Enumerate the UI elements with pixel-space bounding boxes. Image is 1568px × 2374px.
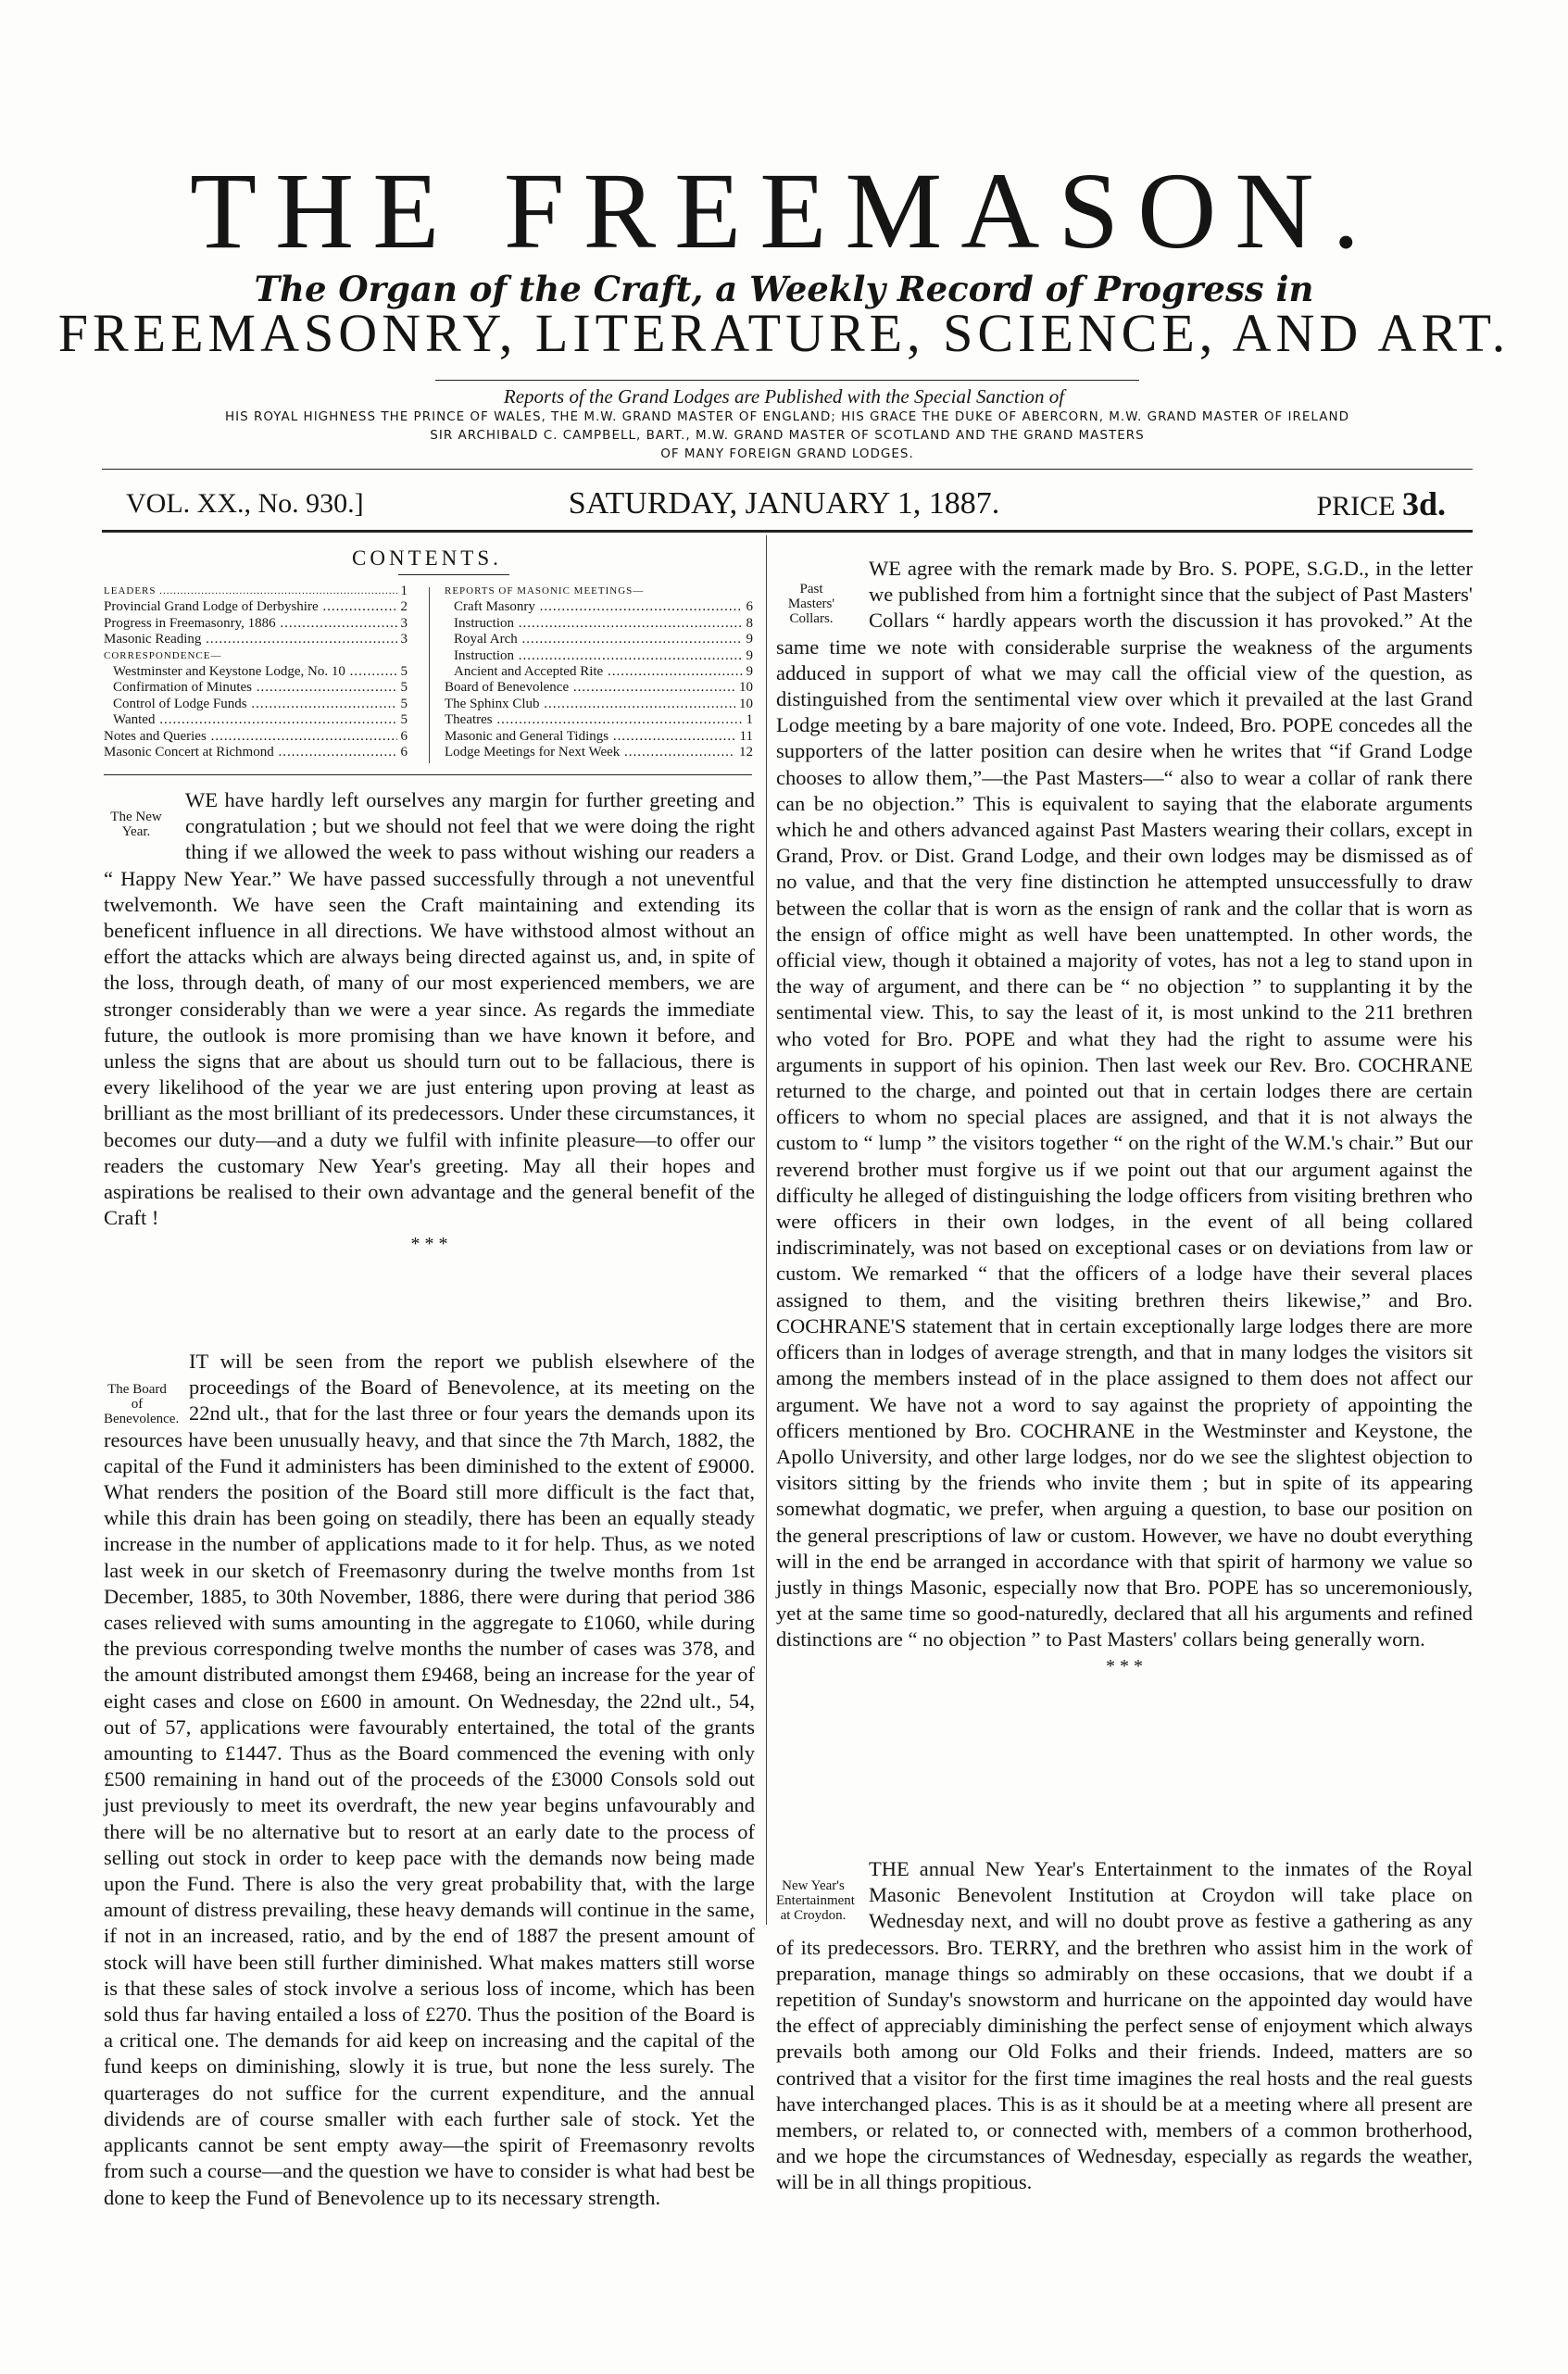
asterism: * * * <box>1106 1655 1143 1677</box>
toc-item[interactable]: Westminster and Keystone Lodge, No. 10 ..... 5 <box>104 664 408 680</box>
masthead-rule <box>435 380 1139 381</box>
masthead-subtitle: The Organ of the Craft, a Weekly Record of Progress in <box>254 269 1314 309</box>
toc-item[interactable]: Notes and Queries ..... 6 <box>104 729 408 745</box>
toc-item[interactable]: Royal Arch ..... 9 <box>445 632 753 647</box>
toc-section-heading: REPORTS OF MASONIC MEETINGS— <box>445 585 645 597</box>
toc-item[interactable]: Masonic Reading ..... 3 <box>104 632 408 647</box>
article-past-masters <box>776 556 1473 1677</box>
toc-item[interactable]: Provincial Grand Lodge of Derbyshire ..... 2 <box>104 599 408 615</box>
sidenote-board: The Board of Benevolence. <box>104 1382 180 1426</box>
volume-number: VOL. XX., No. 930.] <box>126 488 364 519</box>
toc-item[interactable]: Control of Lodge Funds ..... 5 <box>104 697 408 712</box>
toc-item[interactable]: Confirmation of Minutes ..... 5 <box>104 680 408 696</box>
price-value: 3d. <box>1401 485 1446 522</box>
masthead-title: THE FREEMASON. <box>189 150 1379 271</box>
toc-item[interactable]: LEADERS ..... 1 <box>104 584 408 599</box>
article-entertainment <box>776 1856 1473 2196</box>
header-rule-bottom <box>102 530 1473 533</box>
toc-item[interactable]: Theatres ..... 1 <box>445 712 753 728</box>
toc-item[interactable]: Masonic Concert at Richmond ..... 6 <box>104 745 408 760</box>
toc-item[interactable]: The Sphinx Club ..... 10 <box>445 697 753 712</box>
price <box>1316 485 1446 525</box>
toc-section-heading: CORRESPONDENCE— <box>104 649 222 661</box>
toc-item[interactable]: Instruction ..... 8 <box>445 616 753 632</box>
contents-right <box>445 584 753 760</box>
toc-item[interactable]: Instruction ..... 9 <box>445 648 753 664</box>
article-board <box>104 1349 755 2211</box>
contents-left <box>104 584 408 760</box>
toc-item[interactable]: Masonic and General Tidings ..... 11 <box>445 729 753 745</box>
asterism: * * * <box>410 1234 448 1255</box>
sanction-line: OF MANY FOREIGN GRAND LODGES. <box>660 446 914 461</box>
masthead-subtitle-caps: FREEMASONRY, LITERATURE, SCIENCE, AND ART. <box>57 303 1511 363</box>
sidenote-entertainment: New Year's Entertainment at Croydon. <box>776 1878 855 1923</box>
reports-line: Reports of the Grand Lodges are Published with the Special Sanction of <box>503 385 1065 408</box>
article-new-year <box>104 787 755 1255</box>
issue-date: SATURDAY, JANUARY 1, 1887. <box>568 486 1000 521</box>
toc-item[interactable]: Ancient and Accepted Rite ..... 9 <box>445 664 753 680</box>
article-text: WE agree with the remark made by Bro. S. POPE, S.G.D., in the letter we published from him a fortnight since that the subject of Past Masters' Collars “ hardly appears worth the discussion it has provoked.” At the same time we note with considerable surprise the weakness of the arguments adduced in support of what we may call the official view of the question, as distinguished from the sentimental view over which it prevailed at the last Grand Lodge meeting by a bare majority of one vote. Indeed, Bro. POPE concedes all the supporters of the latter position can desire when he writes that “if Grand Lodge chooses to allow them,”—the Past Masters—“ also to wear a collar of rank there can be no objection.” This is equivalent to saying that the elaborate arguments which he and others advanced against Past Masters wearing their collars, except in Grand, Prov. or Dist. Grand Lodge, and their own lodges may be dismissed as of no value, and that the very fine distinction he attempted unsuccessfully to draw between the collar that is worn as the ensign of rank and the collar that is worn as the ensign of office might as well have been unattempted. In other words, the official view, though it obtained a majority of votes, has not a leg to stand upon in the way of argument, and there can be “ no objection ” to supplanting it by the sentimental view. This, to say the least of it, is most unkind to the 211 brethren who voted for Bro. POPE and what they had the right to assume were his arguments in support of his opinion. Then last week our Rev. Bro. COCHRANE returned to the charge, and pointed out that in certain lodges there are certain officers to whom no special places are assigned, and that it is not always the custom to “ lump ” the visitors together “ on the right of the W.M.'s chair.” But our reverend brother must forgive us if we point out that our argument against the difficulty he alleged of distinguishing the lodge officers from visiting brethren who were officers in their own lodges, in the event of all being collared indiscriminately, was not based on exceptional cases or on deviations from law or custom. We remarked “ that the officers of a lodge have their several places assigned to them, and the visiting brethren theirs likewise,” and Bro. COCHRANE'S statement that in certain exceptionally large lodges there are more officers than in lodges of average strength, and that in many lodges the visitors sit among the members instead of in the place assigned to them does not affect our argument. We have not a word to say against the propriety of appointing the officers mentioned by Bro. COCHRANE in the Westminster and Keystone, the Apollo University, and other large lodges, nor do we see the slightest objection to visitors sitting by the friends who invite them ; but in spite of its appearing somewhat dogmatic, we prefer, when arguing a question, to base our position on the general prescriptions of law or custom. However, we have no doubt everything will in the end be arranged in accordance with that spirit of harmony we value so justly in things Masonic, especially now that Bro. POPE has so unceremoniously, yet at the same time so good-naturedly, declared that all his arguments and refined distinctions are “ no objection ” to Past Masters' collars being generally worn. <box>776 557 1473 1652</box>
price-label: PRICE <box>1316 491 1396 521</box>
article-text: THE annual New Year's Entertainment to the inmates of the Royal Masonic Benevolent Institution at Croydon will take place on Wednesday next, and will no doubt prove as festive a gathering as any of its predecessors. Bro. TERRY, and the brethren who assist him in the work of preparation, manage things so admirably on these occasions, that we doubt if a repetition of Sunday's snowstorm and hurricane on the appointed day would have the effect of appreciably diminishing the perfect sense of enjoyment which always prevails both among our Old Folks and their friends. Indeed, matters are so contrived that a visitor for the first time imagines the real hosts and the real guests have interchanged places. This is as it should be at a meeting where all present are members, or related to, or connected with, members of a common brotherhood, and we hope the circumstances of Wednesday, especially as regards the weather, will be in all things propitious. <box>776 1857 1473 2194</box>
contents-rule <box>398 574 509 575</box>
sidenote-past-masters: Past Masters' Collars. <box>787 582 835 626</box>
toc-item[interactable]: Board of Benevolence ..... 10 <box>445 680 753 696</box>
sanction-block <box>93 408 1482 463</box>
article-text: WE have hardly left ourselves any margin for further greeting and congratulation ; but we should not feel that we were doing the right thing if we allowed the week to pass without wishing our readers a “ Happy New Year.” We have passed successfully through a not uneventful twelvemonth. We have seen the Craft maintaining and extending its beneficent influence in all directions. We have withstood almost without an effort the attacks which are always being directed against us, and, in spite of the loss, through death, of many of our most experienced members, we are stronger considerably than we were a year since. As regards the immediate future, the outlook is more promising than we have known it before, and unless the signs that are about us should turn out to be fallacious, there is every likelihood of the year we are just entering upon proving at least as brilliant as the most brilliant of its predecessors. Under these circumstances, it becomes our duty—and a duty we fulfil with infinite pleasure—to offer our readers the customary New Year's greeting. May all their hopes and aspirations be realised to their own advantage and the general benefit of the Craft ! <box>104 788 755 1230</box>
sanction-line: HIS ROYAL HIGHNESS THE PRINCE OF WALES, THE M.W. GRAND MASTER OF ENGLAND; HIS GRACE THE DUKE OF ABERCORN, M.W. GRAND MASTER OF IRELAND <box>225 409 1349 424</box>
toc-item[interactable]: Progress in Freemasonry, 1886 ..... 3 <box>104 616 408 632</box>
header-rule-top <box>102 469 1473 470</box>
column-divider <box>766 535 767 1925</box>
article-text: IT will be seen from the report we publish elsewhere of the proceedings of the Board of Benevolence, at its meeting on the 22nd ult., that for the last three or four years the demands upon its resources have been unusually heavy, and that since the 7th March, 1882, the capital of the Fund it administers has been diminished to the extent of £9000. What renders the position of the Board still more difficult is the fact that, while this drain has been going on steadily, there has been an equally steady increase in the number of applications made to it for help. Thus, as we noted last week in our sketch of Freemasonry during the twelve months from 1st December, 1885, to 30th November, 1886, there were during that period 386 cases relieved with sums amounting in the aggregate to £1060, while during the previous corresponding twelve months the number of cases was 378, and the amount distributed amongst them £9468, being an increase for the year of eight cases and close on £600 in amount. On Wednesday, the 22nd ult., 54, out of 57, applications were favourably entertained, the total of the grants amounting to £1447. Thus as the Board commenced the evening with only £500 remaining in hand out of the proceeds of the £3000 Consols sold out just previously to meet its overdraft, the new year begins unfavourably and there will be no alternative but to resort at an early date to the process of selling out stock in order to keep pace with the demands now being made upon the Fund. There is also the very great probability that, with the large amount of distress prevailing, these heavy demands will continue in the same, if not in an increased, ratio, and by the end of 1887 the present amount of stock will have been still further diminished. What makes matters still worse is that these sales of stock involve a serious loss of income, which has been sold thus far having entailed a loss of £270. Thus the position of the Board is a critical one. The demands for aid keep on increasing and the capital of the fund keeps on diminishing, slowly it is true, but none the less surely. The quarterages do not suffice for the current expenditure, and the annual dividends are of course smaller with each further sale of stock. Yet the applicants cannot be sent empty away—the spirit of Freemasonry revolts from such a course—and the question we have to consider is what had best be done to keep the Fund of Benevolence up to its necessary strength. <box>104 1350 755 2209</box>
toc-item[interactable]: Lodge Meetings for Next Week ..... 12 <box>445 745 753 760</box>
contents-divider <box>429 587 430 763</box>
sidenote-new-year: The New Year. <box>110 810 162 839</box>
contents-heading: CONTENTS. <box>352 546 502 570</box>
contents-bottom-rule <box>104 774 752 775</box>
toc-item[interactable]: Wanted ..... 5 <box>104 712 408 728</box>
toc-item[interactable]: Craft Masonry ..... 6 <box>445 599 753 615</box>
sanction-line: SIR ARCHIBALD C. CAMPBELL, BART., M.W. GRAND MASTER OF SCOTLAND AND THE GRAND MASTERS <box>430 428 1145 443</box>
